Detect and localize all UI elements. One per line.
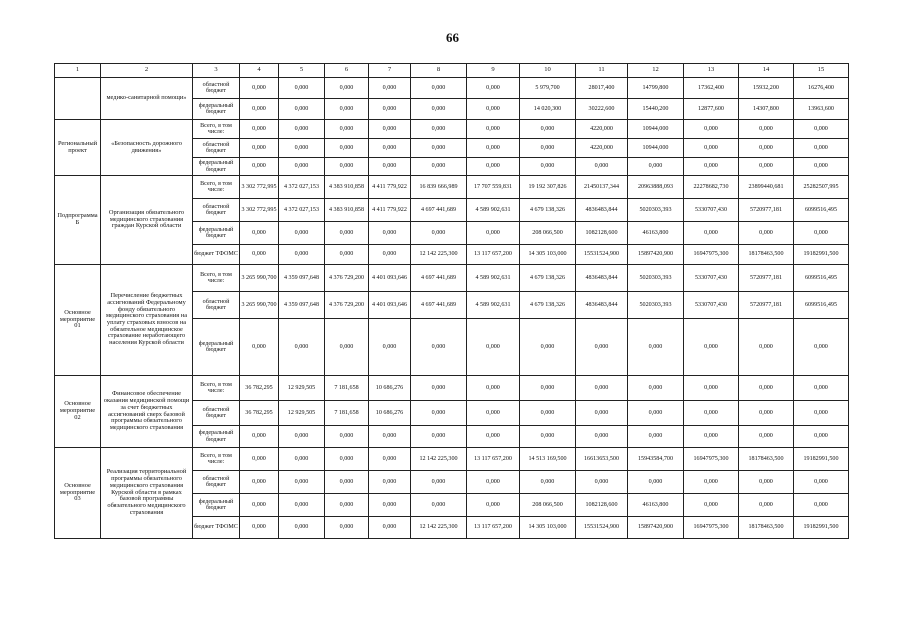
value-cell: 4 697 441,689 [411,199,467,222]
funding-source-cell: областной бюджет [193,78,240,99]
value-cell: 0,000 [369,120,411,139]
funding-source-cell: областной бюджет [193,139,240,158]
value-cell: 0,000 [369,139,411,158]
value-cell: 0,000 [369,517,411,539]
value-cell: 0,000 [279,120,325,139]
value-cell: 0,000 [240,139,279,158]
value-cell: 0,000 [794,494,849,517]
value-cell: 0,000 [369,319,411,376]
value-cell: 3 302 772,995 [240,199,279,222]
header-cell: 7 [369,64,411,78]
value-cell: 12 142 225,300 [411,448,467,471]
value-cell: 10 686,276 [369,401,411,426]
value-cell: 0,000 [520,319,576,376]
value-cell: 4 589 902,631 [467,292,520,319]
value-cell: 0,000 [794,319,849,376]
value-cell: 0,000 [576,401,628,426]
value-cell: 10 686,276 [369,376,411,401]
funding-source-cell: федеральный бюджет [193,99,240,120]
value-cell: 0,000 [628,426,684,448]
page-number: 66 [446,30,459,45]
value-cell: 0,000 [739,401,794,426]
value-cell: 0,000 [325,158,369,176]
value-cell: 0,000 [279,448,325,471]
value-cell: 0,000 [325,99,369,120]
value-cell: 13963,600 [794,99,849,120]
value-cell: 0,000 [576,471,628,494]
value-cell: 0,000 [628,401,684,426]
program-description-cell: Реализация территориальной программы обязательного медицинского страхования Курской области в рамках базовой программы обязательного медицинского страхования [101,448,193,539]
value-cell: 4 411 779,922 [369,199,411,222]
value-cell: 0,000 [325,426,369,448]
value-cell: 5020303,393 [628,199,684,222]
value-cell: 16613653,500 [576,448,628,471]
value-cell: 0,000 [240,426,279,448]
value-cell: 18178463,500 [739,448,794,471]
funding-source-cell: Всего, в том числе: [193,120,240,139]
value-cell: 0,000 [739,494,794,517]
value-cell: 0,000 [684,471,739,494]
value-cell: 4 679 138,326 [520,199,576,222]
value-cell: 5 979,700 [520,78,576,99]
value-cell: 0,000 [279,471,325,494]
header-cell: 9 [467,64,520,78]
value-cell: 0,000 [279,494,325,517]
header-cell: 13 [684,64,739,78]
value-cell: 15932,200 [739,78,794,99]
value-cell: 0,000 [794,222,849,245]
value-cell: 7 181,658 [325,401,369,426]
value-cell: 15440,200 [628,99,684,120]
value-cell: 16947975,300 [684,245,739,265]
value-cell: 19182991,500 [794,245,849,265]
value-cell: 4 376 729,200 [325,265,369,292]
value-cell: 0,000 [369,99,411,120]
value-cell: 12877,600 [684,99,739,120]
value-cell: 0,000 [411,401,467,426]
value-cell: 13 117 657,200 [467,448,520,471]
value-cell: 21450137,344 [576,176,628,199]
value-cell: 0,000 [467,319,520,376]
value-cell: 0,000 [576,376,628,401]
value-cell: 0,000 [520,120,576,139]
funding-source-cell: Всего, в том числе: [193,376,240,401]
value-cell: 0,000 [520,376,576,401]
value-cell: 5720977,181 [739,265,794,292]
value-cell: 0,000 [369,245,411,265]
value-cell: 4 589 902,631 [467,265,520,292]
table-row [55,78,849,99]
value-cell: 0,000 [628,158,684,176]
value-cell: 12 142 225,300 [411,245,467,265]
funding-source-cell: Всего, в том числе: [193,176,240,199]
value-cell: 10944,000 [628,120,684,139]
value-cell: 0,000 [467,426,520,448]
value-cell: 0,000 [467,99,520,120]
funding-source-cell: федеральный бюджет [193,158,240,176]
value-cell: 0,000 [794,401,849,426]
funding-source-cell: областной бюджет [193,471,240,494]
value-cell: 0,000 [411,78,467,99]
header-row [55,64,849,78]
program-description-cell: Перечисление бюджетных ассигнований Федеральному фонду обязательного медицинского страхования на уплату страховых взносов на обязательное медицинское страхование неработающего населения Курской области [101,265,193,376]
value-cell: 0,000 [739,158,794,176]
value-cell: 46163,800 [628,494,684,517]
value-cell: 4836483,844 [576,265,628,292]
value-cell: 0,000 [684,426,739,448]
value-cell: 0,000 [325,78,369,99]
funding-source-cell: Всего, в том числе: [193,265,240,292]
funding-source-cell: федеральный бюджет [193,494,240,517]
value-cell: 0,000 [240,158,279,176]
program-name-cell: Подпрограмма Б [55,176,101,265]
value-cell: 0,000 [684,222,739,245]
value-cell: 4 411 779,922 [369,176,411,199]
value-cell: 4836483,844 [576,199,628,222]
value-cell: 0,000 [279,139,325,158]
program-description-cell: «Безопасность дорожного движения» [101,120,193,176]
value-cell: 5330707,430 [684,292,739,319]
table-row [55,265,849,292]
funding-source-cell: бюджет ТФОМС [193,517,240,539]
value-cell: 0,000 [279,99,325,120]
header-cell: 2 [101,64,193,78]
value-cell: 17 707 559,831 [467,176,520,199]
value-cell: 0,000 [369,426,411,448]
table-row [55,448,849,471]
value-cell: 0,000 [684,376,739,401]
value-cell: 0,000 [279,517,325,539]
value-cell: 0,000 [411,426,467,448]
value-cell: 0,000 [576,426,628,448]
value-cell: 0,000 [628,376,684,401]
value-cell: 0,000 [467,494,520,517]
value-cell: 208 066,500 [520,222,576,245]
header-cell: 14 [739,64,794,78]
value-cell: 4836483,844 [576,292,628,319]
value-cell: 0,000 [411,494,467,517]
value-cell: 5020303,393 [628,292,684,319]
value-cell: 5020303,393 [628,265,684,292]
value-cell: 10944,000 [628,139,684,158]
value-cell: 0,000 [794,426,849,448]
value-cell: 0,000 [325,120,369,139]
value-cell: 4220,000 [576,120,628,139]
value-cell: 16276,400 [794,78,849,99]
value-cell: 0,000 [411,120,467,139]
value-cell: 14 305 103,000 [520,245,576,265]
value-cell: 0,000 [684,139,739,158]
value-cell: 5720977,181 [739,199,794,222]
value-cell: 4 697 441,689 [411,292,467,319]
value-cell: 4 401 093,646 [369,265,411,292]
funding-source-cell: областной бюджет [193,292,240,319]
value-cell: 0,000 [240,120,279,139]
value-cell: 0,000 [279,78,325,99]
value-cell: 4 359 097,648 [279,265,325,292]
value-cell: 0,000 [794,120,849,139]
value-cell: 17362,400 [684,78,739,99]
value-cell: 0,000 [369,494,411,517]
value-cell: 15897420,900 [628,245,684,265]
value-cell: 4 383 910,858 [325,199,369,222]
value-cell: 0,000 [240,99,279,120]
value-cell: 15531524,900 [576,245,628,265]
value-cell: 0,000 [739,139,794,158]
value-cell: 0,000 [325,517,369,539]
value-cell: 0,000 [467,471,520,494]
header-cell: 15 [794,64,849,78]
value-cell: 0,000 [325,448,369,471]
value-cell: 5330707,430 [684,265,739,292]
header-cell: 11 [576,64,628,78]
value-cell: 0,000 [739,376,794,401]
value-cell: 25282507,995 [794,176,849,199]
value-cell: 0,000 [467,120,520,139]
value-cell: 19 192 307,826 [520,176,576,199]
value-cell: 0,000 [576,158,628,176]
header-cell: 5 [279,64,325,78]
budget-table [54,63,849,539]
value-cell: 12 142 225,300 [411,517,467,539]
value-cell: 14 305 103,000 [520,517,576,539]
value-cell: 0,000 [240,448,279,471]
program-name-cell: Основное мероприятие 03 [55,448,101,539]
value-cell: 14799,800 [628,78,684,99]
value-cell: 6099516,495 [794,265,849,292]
value-cell: 0,000 [520,139,576,158]
table-row [55,120,849,139]
value-cell: 208 066,500 [520,494,576,517]
header-cell: 12 [628,64,684,78]
value-cell: 15531524,900 [576,517,628,539]
value-cell: 6099516,495 [794,199,849,222]
value-cell: 6099516,495 [794,292,849,319]
value-cell: 0,000 [739,426,794,448]
value-cell: 0,000 [628,319,684,376]
value-cell: 0,000 [467,78,520,99]
value-cell: 14 513 169,500 [520,448,576,471]
funding-source-cell: областной бюджет [193,401,240,426]
value-cell: 7 181,658 [325,376,369,401]
value-cell: 16 839 666,989 [411,176,467,199]
value-cell: 0,000 [467,139,520,158]
header-cell: 3 [193,64,240,78]
funding-source-cell: федеральный бюджет [193,319,240,376]
header-cell: 8 [411,64,467,78]
funding-source-cell: федеральный бюджет [193,426,240,448]
value-cell: 3 302 772,995 [240,176,279,199]
value-cell: 0,000 [520,471,576,494]
value-cell: 0,000 [411,99,467,120]
program-name-cell: Основное мероприятие 02 [55,376,101,448]
value-cell: 1082128,600 [576,494,628,517]
value-cell: 13 117 657,200 [467,245,520,265]
value-cell: 0,000 [467,401,520,426]
value-cell: 4 679 138,326 [520,265,576,292]
value-cell: 0,000 [411,222,467,245]
funding-source-cell: областной бюджет [193,199,240,222]
value-cell: 4 372 027,153 [279,199,325,222]
value-cell: 0,000 [684,120,739,139]
value-cell: 16947975,300 [684,448,739,471]
value-cell: 0,000 [325,222,369,245]
value-cell: 0,000 [684,319,739,376]
value-cell: 4 679 138,326 [520,292,576,319]
value-cell: 4 376 729,200 [325,292,369,319]
value-cell: 0,000 [240,471,279,494]
value-cell: 0,000 [576,319,628,376]
value-cell: 0,000 [325,494,369,517]
value-cell: 0,000 [467,158,520,176]
value-cell: 4 383 910,858 [325,176,369,199]
value-cell: 0,000 [520,158,576,176]
value-cell: 12 929,505 [279,401,325,426]
value-cell: 3 265 990,700 [240,292,279,319]
value-cell: 28017,400 [576,78,628,99]
value-cell: 1082128,600 [576,222,628,245]
header-cell: 1 [55,64,101,78]
value-cell: 14 020,300 [520,99,576,120]
value-cell: 0,000 [369,471,411,494]
value-cell: 0,000 [325,319,369,376]
value-cell: 0,000 [520,401,576,426]
value-cell: 0,000 [240,222,279,245]
value-cell: 0,000 [411,319,467,376]
value-cell: 0,000 [240,78,279,99]
header-cell: 4 [240,64,279,78]
value-cell: 0,000 [739,471,794,494]
value-cell: 13 117 657,200 [467,517,520,539]
value-cell: 0,000 [240,319,279,376]
value-cell: 0,000 [739,319,794,376]
value-cell: 0,000 [411,471,467,494]
value-cell: 15943584,700 [628,448,684,471]
value-cell: 3 265 990,700 [240,265,279,292]
value-cell: 0,000 [279,426,325,448]
value-cell: 0,000 [369,222,411,245]
program-description-cell: Организация обязательного медицинского страхования граждан Курской области [101,176,193,265]
value-cell: 0,000 [240,494,279,517]
value-cell: 0,000 [684,401,739,426]
value-cell: 30222,600 [576,99,628,120]
value-cell: 0,000 [325,139,369,158]
value-cell: 0,000 [240,517,279,539]
header-cell: 10 [520,64,576,78]
value-cell: 23899440,681 [739,176,794,199]
value-cell: 0,000 [628,471,684,494]
value-cell: 4 697 441,689 [411,265,467,292]
value-cell: 0,000 [279,245,325,265]
value-cell: 0,000 [279,319,325,376]
value-cell: 0,000 [794,139,849,158]
value-cell: 5720977,181 [739,292,794,319]
value-cell: 0,000 [684,494,739,517]
value-cell: 19182991,500 [794,517,849,539]
value-cell: 0,000 [739,222,794,245]
value-cell: 0,000 [794,158,849,176]
value-cell: 36 782,295 [240,376,279,401]
value-cell: 46163,800 [628,222,684,245]
value-cell: 4 372 027,153 [279,176,325,199]
value-cell: 4 589 902,631 [467,199,520,222]
value-cell: 0,000 [279,222,325,245]
value-cell: 0,000 [520,426,576,448]
value-cell: 0,000 [279,158,325,176]
value-cell: 0,000 [739,120,794,139]
value-cell: 0,000 [794,471,849,494]
value-cell: 0,000 [411,376,467,401]
value-cell: 12 929,505 [279,376,325,401]
value-cell: 0,000 [794,376,849,401]
value-cell: 0,000 [369,448,411,471]
value-cell: 0,000 [411,158,467,176]
funding-source-cell: бюджет ТФОМС [193,245,240,265]
value-cell: 0,000 [369,158,411,176]
header-cell: 6 [325,64,369,78]
value-cell: 18178463,500 [739,245,794,265]
value-cell: 20963888,093 [628,176,684,199]
program-description-cell: медико-санитарной помощи» [101,78,193,120]
value-cell: 0,000 [325,245,369,265]
value-cell: 0,000 [325,471,369,494]
value-cell: 4220,000 [576,139,628,158]
value-cell: 22278682,730 [684,176,739,199]
value-cell: 0,000 [467,376,520,401]
value-cell: 0,000 [411,139,467,158]
program-name-cell: Региональный проект [55,120,101,176]
value-cell: 0,000 [240,245,279,265]
value-cell: 15897420,900 [628,517,684,539]
value-cell: 19182991,500 [794,448,849,471]
program-name-cell: Основное мероприятие 01 [55,265,101,376]
funding-source-cell: федеральный бюджет [193,222,240,245]
value-cell: 4 401 093,646 [369,292,411,319]
value-cell: 0,000 [684,158,739,176]
value-cell: 16947975,300 [684,517,739,539]
value-cell: 4 359 097,648 [279,292,325,319]
program-description-cell: Финансовое обеспечение оказания медицинской помощи за счет бюджетных ассигнований сверх базовой программы обязательного медицинского страхования [101,376,193,448]
table-row [55,376,849,401]
table-row [55,176,849,199]
value-cell: 18178463,500 [739,517,794,539]
value-cell: 5330707,430 [684,199,739,222]
value-cell: 36 782,295 [240,401,279,426]
program-name-cell [55,78,101,120]
funding-source-cell: Всего, в том числе: [193,448,240,471]
value-cell: 0,000 [467,222,520,245]
value-cell: 0,000 [369,78,411,99]
value-cell: 14307,800 [739,99,794,120]
